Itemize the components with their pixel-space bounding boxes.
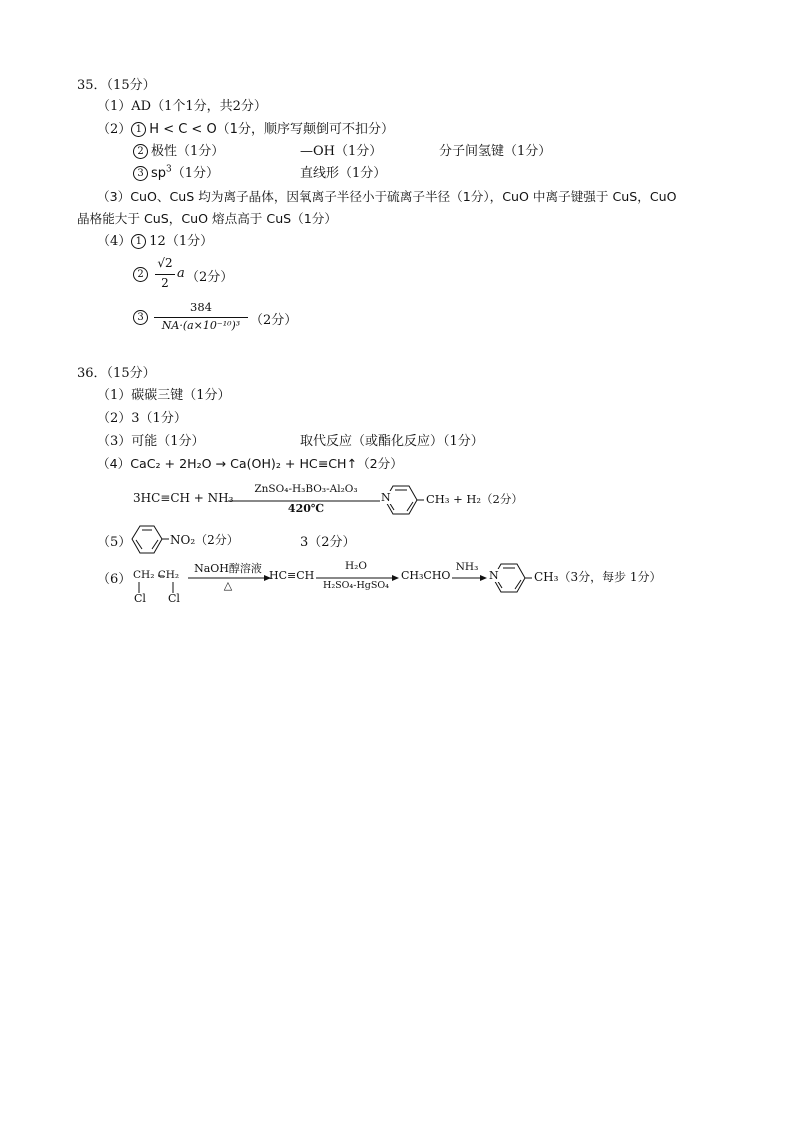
- q36-part6-nitrogen: N: [489, 569, 499, 582]
- q36-part4-equation1: （4）CaC₂ + 2H₂O → Ca(OH)₂ + HC≡CH↑（2分）: [97, 456, 403, 471]
- q35-part4-2-denominator: 2: [161, 276, 169, 290]
- q35-part4-2: [133, 267, 151, 282]
- q36-part6-condition3-top: NH₃: [455, 561, 479, 573]
- q35-part2-line2: [133, 143, 224, 161]
- q35-part1: （1）AD（1个1分，共2分）: [97, 99, 267, 114]
- q35-part4-1-text: 12（1分）: [149, 234, 214, 249]
- circled-number-3: 3: [133, 166, 148, 181]
- q35-part2-2-b: —OH（1分）: [300, 144, 383, 159]
- q35-part2-label: （2）: [97, 122, 132, 137]
- circled-number-1: 1: [131, 234, 146, 249]
- q36-part1: （1）碳碳三键（1分）: [97, 388, 231, 403]
- q36-part2: （2）3（1分）: [97, 411, 187, 426]
- q36-part6-condition1-top: NaOH醇溶液: [194, 562, 262, 575]
- q36-part6-condition1-bottom: △: [223, 579, 233, 592]
- q35-part4-3-numerator: 384: [190, 300, 212, 314]
- fraction-bar: [155, 274, 175, 275]
- q35-part4-2-variable: a: [177, 266, 185, 281]
- q36-heading: 36．（15分）: [77, 366, 156, 381]
- q35-part3-line1: （3）CuO、CuS 均为离子晶体，因氧离子半径小于硫离子半径（1分），CuO 中离子键强于 CuS，CuO: [97, 189, 677, 204]
- q36-part6-acetylene: HC≡CH: [269, 569, 315, 582]
- q36-part5-label: （5）: [97, 535, 132, 550]
- q35-part2-1-text: H < C < O（1分，顺序写颠倒可不扣分）: [149, 122, 394, 137]
- q36-part6-label: （6）: [97, 572, 132, 587]
- q36-part5-b: 3（2分）: [300, 535, 356, 550]
- q36-part6-condition2-bottom: H₂SO₄-HgSO₄: [323, 580, 389, 591]
- q35-part4-3: [133, 310, 151, 325]
- circled-number-2: 2: [133, 267, 148, 282]
- q36-part3-a: （3）可能（1分）: [97, 434, 205, 449]
- reaction-arrow: [452, 575, 488, 583]
- q35-part2-line3: [133, 165, 219, 183]
- q35-part4-2-numerator: √2: [157, 256, 173, 270]
- q35-part2-3-a: sp: [151, 166, 167, 181]
- q36-eq2-products: CH₃ + H₂（2分）: [426, 492, 523, 506]
- q35-part4-2-score: （2分）: [186, 270, 234, 285]
- circled-number-2: 2: [133, 144, 148, 159]
- circled-number-3: 3: [133, 310, 148, 325]
- q35-part4-3-denominator: NA·(a×10⁻¹⁰)³: [161, 319, 241, 332]
- q36-part6-condition2-top: H₂O: [345, 560, 367, 572]
- q36-part5-group: NO₂（2分）: [170, 533, 239, 547]
- q36-part6-start: CH₂ CH₂: [133, 569, 180, 581]
- q35-part2-line1: [97, 121, 394, 139]
- q35-part4-3-score: （2分）: [250, 313, 298, 328]
- q35-part2-2-a: 极性（1分）: [151, 144, 225, 159]
- q35-part2-2-c: 分子间氢键（1分）: [439, 144, 552, 159]
- circled-number-1: 1: [131, 122, 146, 137]
- q36-eq2-nitrogen: N: [381, 491, 391, 504]
- q35-part4-line1: [97, 233, 213, 251]
- chlorine-label: Cl: [134, 592, 146, 605]
- q35-part2-3-a-rest: （1分）: [171, 166, 220, 181]
- q36-eq2-condition-bottom: 420℃: [287, 502, 325, 515]
- chlorine-label: Cl: [168, 592, 180, 605]
- q35-part2-3-a-sup: 3: [166, 164, 172, 175]
- q35-heading: 35．（15分）: [77, 78, 156, 93]
- q35-part4-label: （4）: [97, 234, 132, 249]
- q35-part3-line2: 晶格能大于 CuS，CuO 熔点高于 CuS（1分）: [77, 211, 337, 226]
- q36-part3-b: 取代反应（或酯化反应）（1分）: [300, 434, 484, 449]
- q36-part6-acetaldehyde: CH₃CHO: [401, 569, 451, 582]
- q35-part2-3-b: 直线形（1分）: [300, 166, 387, 181]
- q36-part6-end: CH₃（3分，每步 1分）: [534, 570, 662, 584]
- q36-eq2-condition-top: ZnSO₄-H₃BO₃-Al₂O₃: [254, 483, 358, 495]
- q36-eq2-reactants: 3HC≡CH + NH₃: [133, 491, 234, 505]
- fraction-bar: [154, 317, 248, 318]
